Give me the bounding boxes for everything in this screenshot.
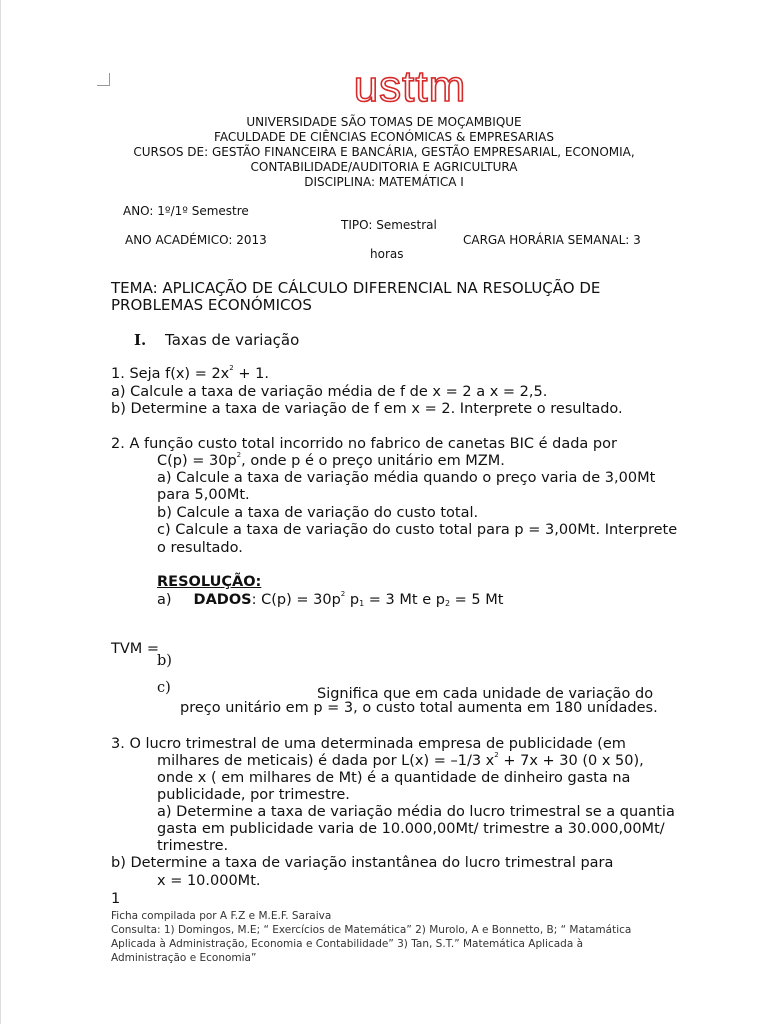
resolution-c-text-2: preço unitário em p = 3, o custo total aumenta em 180 unidades.	[180, 700, 658, 716]
page-edge	[0, 0, 1, 1024]
footer-references-3: Administração e Economia”	[111, 952, 257, 964]
meta-academic-year: ANO ACADÉMICO: 2013	[125, 233, 267, 247]
meta-type: TIPO: Semestral	[341, 218, 437, 232]
q3-b-line2: x = 10.000Mt.	[157, 873, 261, 889]
q2-b: b) Calcule a taxa de variação do custo total.	[157, 505, 479, 521]
q2-c-line1: c) Calcule a taxa de variação do custo total para p = 3,00Mt. Interprete	[157, 522, 678, 538]
meta-weekly-load: CARGA HORÁRIA SEMANAL: 3	[463, 233, 641, 247]
resolution-data: a) DADOS: $C(p) = 30p^2$ $p_1 = 3$ Mt e $p_2 = 5$ Mt	[157, 590, 504, 608]
header-faculty: FACULDADE DE CIÊNCIAS ECONÓMICAS & EMPRESARIAS	[214, 130, 554, 144]
theme-line-1: TEMA: APLICAÇÃO DE CÁLCULO DIFERENCIAL NA RESOLUÇÃO DE	[111, 279, 601, 297]
q2-function: $C(p) = 30p^2$, onde p é o preço unitário em MZM.	[157, 451, 505, 469]
resolution-title: RESOLUÇÃO:	[157, 574, 262, 590]
header-discipline: DISCIPLINA: MATEMÁTICA I	[304, 175, 464, 189]
q1-b: b) Determine a taxa de variação de f em x = 2. Interprete o resultado.	[111, 401, 623, 417]
q2-intro: 2. A função custo total incorrido no fabrico de canetas BIC é dada por	[111, 436, 617, 452]
section-number: I.	[134, 331, 147, 349]
q3-b-line1: b) Determine a taxa de variação instantânea do lucro trimestral para	[111, 855, 614, 871]
q1-a: a) Calcule a taxa de variação média de f de x = 2 a x = 2,5.	[111, 384, 548, 400]
q3-line2: milhares de meticais) é dada por L(x) = –1/3 $x^2 + 7x + 30$ (0 x 50),	[157, 751, 644, 769]
resolution-c-label: c)	[157, 680, 171, 696]
q2-c-line2: o resultado.	[157, 540, 243, 556]
footer-compiled-by: Ficha compilada por A F.Z e M.E.F. Saraiva	[111, 910, 332, 922]
footer-references-1: Consulta: 1) Domingos, M.E; “ Exercícios de Matemática” 2) Murolo, A e Bonnetto, B; “ Matamática	[111, 924, 632, 936]
footer-references-2: Aplicada à Administração, Economia e Contabilidade” 3) Tan, S.T.” Matemática Aplicada à	[111, 938, 584, 950]
q3-a-line3: trimestre.	[157, 838, 229, 854]
q3-line1: 3. O lucro trimestral de uma determinada empresa de publicidade (em	[111, 736, 626, 752]
resolution-b-label: b)	[157, 653, 172, 669]
q3-line4: publicidade, por trimestre.	[157, 787, 350, 803]
header-courses: CURSOS DE: GESTÃO FINANCEIRA E BANCÁRIA, GESTÃO EMPRESARIAL, ECONOMIA,	[133, 145, 635, 159]
tvm-label: TVM =	[111, 641, 160, 657]
q3-a-line1: a) Determine a taxa de variação média do lucro trimestral se a quantia	[157, 804, 675, 820]
meta-year: ANO: 1º/1º Semestre	[123, 204, 249, 218]
theme-line-2: PROBLEMAS ECONÓMICOS	[111, 296, 312, 314]
section-heading	[134, 331, 299, 349]
q3-a-line2: gasta em publicidade varia de 10.000,00Mt/ trimestre a 30.000,00Mt/	[157, 821, 665, 837]
q3-line3: onde x ( em milhares de Mt) é a quantidade de dinheiro gasta na	[157, 770, 631, 786]
header-university: UNIVERSIDADE SÃO TOMAS DE MOÇAMBIQUE	[246, 115, 522, 129]
q2-a-line1: a) Calcule a taxa de variação média quando o preço varia de 3,00Mt	[157, 470, 656, 486]
meta-hours: horas	[370, 247, 404, 261]
q1-intro: 1. Seja $f(x) = 2x^2 + 1$.	[111, 364, 269, 382]
text-boundary-mark	[97, 73, 110, 86]
header-courses-cont: CONTABILIDADE/AUDITORIA E AGRICULTURA	[250, 160, 518, 174]
q2-a-line2: para 5,00Mt.	[157, 487, 250, 503]
university-logo	[305, 68, 515, 108]
section-title: Taxas de variação	[165, 331, 300, 349]
logo-text: usttm	[353, 68, 467, 108]
resolution-c-text-1: Significa que em cada unidade de variação do	[317, 686, 654, 702]
page-number: 1	[111, 891, 121, 907]
